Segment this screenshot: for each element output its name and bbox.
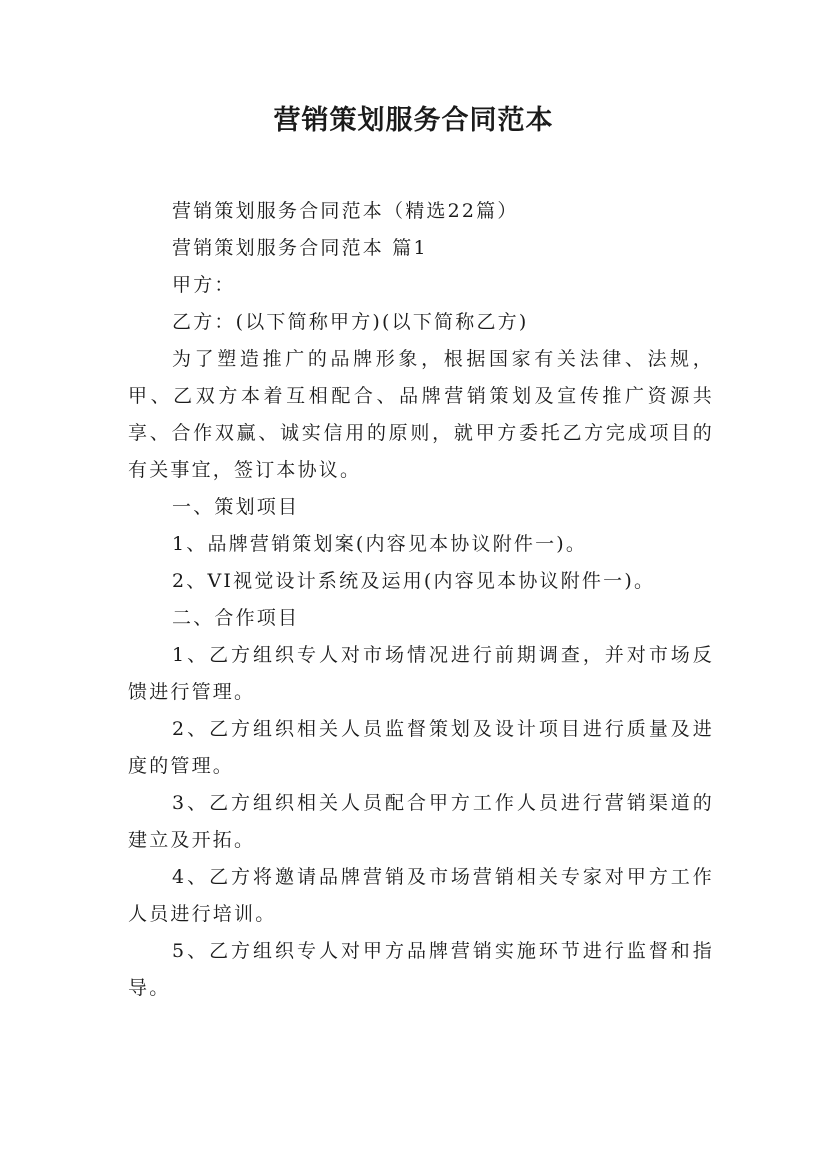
paragraph-cooperation-item-2: 2、乙方组织相关人员监督策划及设计项目进行质量及进度的管理。 (128, 718, 714, 777)
paragraph-cooperation-item-5: 5、乙方组织专人对甲方品牌营销实施环节进行监督和指导。 (128, 940, 714, 999)
document-body (128, 193, 714, 1007)
paragraph-heading-cooperation: 二、合作项目 (172, 607, 300, 629)
paragraph-cooperation-item-1: 1、乙方组织专人对市场情况进行前期调查，并对市场反馈进行管理。 (128, 644, 714, 703)
paragraph-section-heading: 营销策划服务合同范本 篇1 (172, 237, 428, 259)
paragraph-party-a: 甲方： (172, 274, 236, 296)
paragraph-preamble: 为了塑造推广的品牌形象，根据国家有关法律、法规，甲、乙双方本着互相配合、品牌营销策划及宣传推广资源共享、合作双赢、诚实信用的原则，就甲方委托乙方完成项目的有关事宜，签订本协议。 (128, 348, 714, 481)
paragraph-heading-planning: 一、策划项目 (172, 496, 300, 518)
paragraph-planning-item-1: 1、品牌营销策划案(内容见本协议附件一)。 (172, 533, 588, 555)
paragraph-planning-item-2: 2、VI视觉设计系统及运用(内容见本协议附件一)。 (172, 570, 656, 592)
paragraph-cooperation-item-3: 3、乙方组织相关人员配合甲方工作人员进行营销渠道的建立及开拓。 (128, 792, 714, 851)
document-title: 营销策划服务合同范本 (273, 105, 554, 136)
paragraph-party-b: 乙方：(以下简称甲方)(以下简称乙方) (172, 311, 529, 333)
paragraph-cooperation-item-4: 4、乙方将邀请品牌营销及市场营销相关专家对甲方工作人员进行培训。 (128, 866, 714, 925)
paragraph-subtitle: 营销策划服务合同范本（精选22篇） (172, 200, 519, 222)
